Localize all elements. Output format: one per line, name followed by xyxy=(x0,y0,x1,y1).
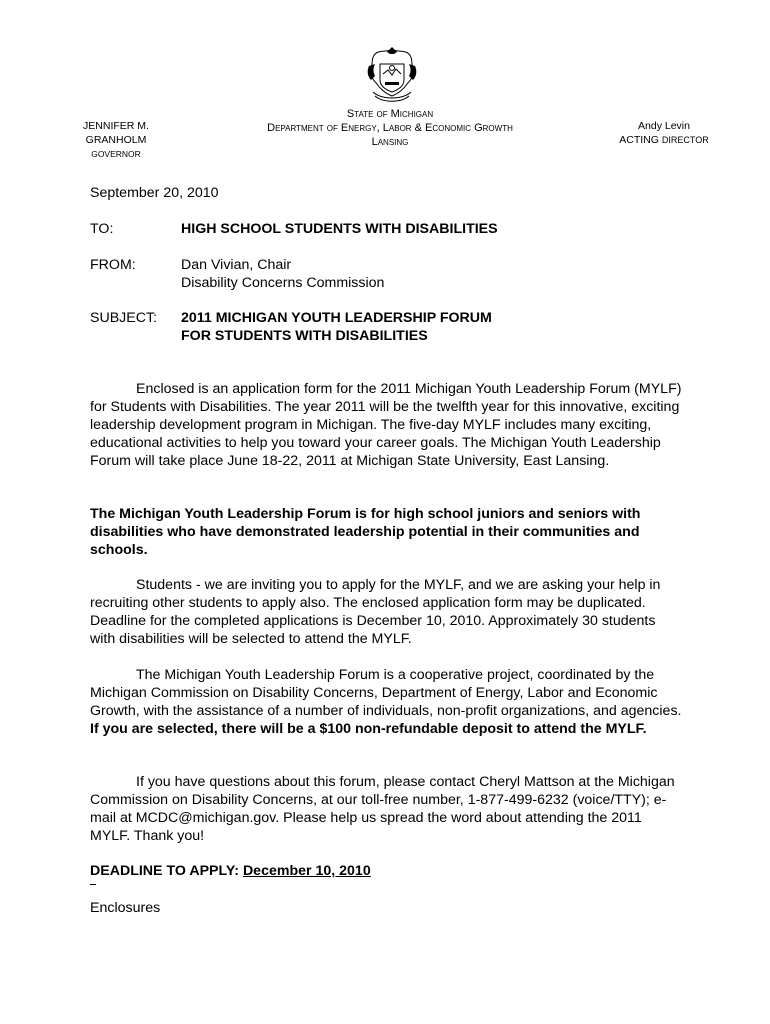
deadline-date: December 10, 2010 xyxy=(242,863,371,879)
memo-from-line2: Disability Concerns Commission xyxy=(181,275,385,291)
state-seal-icon xyxy=(363,46,421,106)
memo-to-value: HIGH SCHOOL STUDENTS WITH DISABILITIES xyxy=(181,221,498,237)
state-name: State of Michigan xyxy=(346,108,434,120)
paragraph-cooperative-text: The Michigan Youth Leadership Forum is a cooperative project, coordinated by the Michigan Commission on Disability Concerns, Department of Energy, Labor and Economic Growth, with the assistance of a number of individuals, non-profit organizations, and agencies. xyxy=(90,667,682,719)
memo-subject-line2: FOR STUDENTS WITH DISABILITIES xyxy=(181,328,428,344)
paragraph-deposit-notice: If you are selected, there will be a $100 non-refundable deposit to attend the MYLF. xyxy=(90,721,647,737)
governor-block xyxy=(52,119,180,161)
governor-title: GOVERNOR xyxy=(91,149,141,159)
director-name: Andy Levin xyxy=(638,120,690,132)
director-title xyxy=(608,133,720,147)
paragraph-eligibility: The Michigan Youth Leadership Forum is for high school juniors and seniors with disabilities who have demonstrated leadership potential in their communities and schools. xyxy=(90,506,641,558)
city-name: Lansing xyxy=(371,136,409,148)
divider-mark xyxy=(90,884,96,885)
director-block xyxy=(608,119,720,147)
deadline-label: DEADLINE TO APPLY: xyxy=(90,863,243,879)
deadline-line xyxy=(90,862,690,880)
department-block xyxy=(230,107,550,149)
memo-from-label: FROM: xyxy=(90,257,136,273)
paragraph-intro: Enclosed is an application form for the 2011 Michigan Youth Leadership Forum (MYLF) for Students with Disabilities. The year 2011 will be the twelfth year for this innovative, exciting leadership development program in Michigan. The five-day MYLF includes many exciting, educational activities to help you toward your career goals. The Michigan Youth Leadership Forum will take place June 18-22, 2011 at Michigan State University, East Lansing. xyxy=(90,381,682,469)
memo-subject-line1: 2011 MICHIGAN YOUTH LEADERSHIP FORUM xyxy=(181,310,492,326)
director-title-sub: DIRECTOR xyxy=(661,135,709,145)
memo-subject-row xyxy=(90,309,621,345)
paragraph-invitation: Students - we are inviting you to apply for the MYLF, and we are asking your help in recruiting other students to apply also. The enclosed application form may be duplicated. Deadline for the completed applications is December 10, 2010. Approximately 30 students with disabilities will be selected to attend the MYLF. xyxy=(90,577,661,647)
department-name: Department of Energy, Labor & Economic Growth xyxy=(267,122,513,134)
enclosures-label: Enclosures xyxy=(90,900,161,916)
memo-from-value xyxy=(181,256,621,292)
memo-subject-value xyxy=(181,309,621,345)
director-title-main: ACTING xyxy=(619,134,659,146)
memo-subject-label: SUBJECT: xyxy=(90,310,158,326)
memo-to-label: TO: xyxy=(90,221,114,237)
memo-from-row xyxy=(90,256,621,292)
paragraph-cooperative xyxy=(90,666,684,738)
paragraph-contact: If you have questions about this forum, please contact Cheryl Mattson at the Michigan Commission on Disability Concerns, at our toll-free number, 1-877-499-6232 (voice/TTY); e-mail at MCDC@michigan.gov. Please help us spread the word about attending the 2011 MYLF. Thank you! xyxy=(90,774,675,844)
memo-from-line1: Dan Vivian, Chair xyxy=(181,257,292,273)
memo-date: September 20, 2010 xyxy=(90,185,219,201)
governor-name: JENNIFER M. GRANHOLM xyxy=(83,120,149,146)
memo-to-row xyxy=(90,220,621,238)
